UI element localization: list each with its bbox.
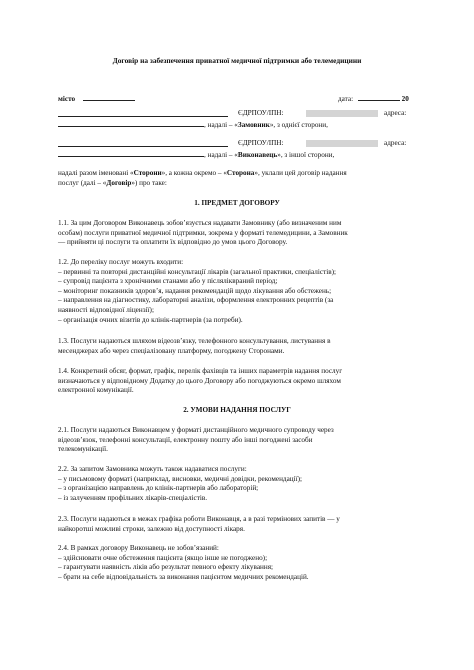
preamble-text: », уклали цей договір надання (254, 169, 347, 177)
clause-1-2 (58, 258, 416, 325)
customer-name-field[interactable] (58, 109, 228, 117)
preamble-text: ») про таке: (131, 178, 167, 187)
contractor-tail: », з іншої сторони, (277, 151, 335, 159)
customer-line-2 (58, 119, 416, 131)
section-1-heading: 1. ПРЕДМЕТ ДОГОВОРУ (194, 199, 280, 207)
clause-1-3 (58, 337, 416, 356)
clause-line: месенджерах або через спеціалізовану платформу, погоджену Сторонами. (58, 346, 285, 355)
preamble (58, 169, 416, 188)
customer-edrpou-field[interactable] (306, 110, 378, 117)
contractor-name-field[interactable] (58, 139, 228, 147)
clause-2-4 (58, 544, 416, 582)
contractor-edrpou-field[interactable] (306, 140, 378, 147)
clause-line: – моніторинг показників здоров’я, надання рекомендацій щодо лікування або обстежень; (58, 286, 332, 295)
contractor-line-2 (58, 149, 416, 161)
clause-line: – організація очних візитів до клінік-партнерів (за потреби). (58, 315, 243, 324)
clause-line: визначаються у відповідному Додатку до цього Договору або погоджуються окремо шляхом (58, 376, 341, 385)
contractor-address-field[interactable] (58, 149, 204, 157)
clause-line: – з організацією направлень до клінік-партнерів або лабораторій; (58, 484, 259, 493)
preamble-text: послуг (далі – « (58, 178, 107, 187)
clause-line: – здійснювати очне обстеження пацієнта (якщо інше не погоджено); (58, 553, 268, 562)
customer-edrpou-label: ЄДРПОУ/ІПН: (238, 109, 284, 117)
clause-line: відеозв’язок, телефонні консультації, електронну пошту або інші погоджені засоби (58, 435, 313, 444)
date-label: дата: (338, 95, 354, 103)
preamble-parties: Сторони (133, 169, 162, 177)
clause-line: – із залученням профільних лікарів-спеціалістів. (58, 493, 208, 502)
place-date-row (58, 93, 416, 105)
section-2-heading: 2. УМОВИ НАДАННЯ ПОСЛУГ (183, 406, 291, 414)
clause-line: – гарантувати наявність ліків або результат певного ефекту лікування; (58, 563, 274, 572)
contractor-role: Виконавець (237, 151, 278, 159)
date-field[interactable] (358, 93, 400, 101)
clause-line: телекомунікації. (58, 445, 108, 454)
clause-line: – брати на себе відповідальність за виконання пацієнтом медичних рекомендацій. (58, 572, 309, 581)
customer-address-label: адреса: (384, 109, 407, 117)
clause-1-4 (58, 367, 416, 396)
preamble-line-1 (58, 169, 416, 179)
clause-line: 2.4. В рамках договору Виконавець не зобов’язаний: (58, 544, 219, 552)
clause-line: – супровід пацієнта з хронічними станами або у післяліквраний період; (58, 277, 278, 286)
clause-line: електронної комунікації. (58, 386, 134, 395)
clause-line: найкоротші можливі строки, залежно від доступності лікаря. (58, 524, 245, 533)
clause-line: – у письмовому форматі (наприклад, висновки, медичні довідки, рекомендації); (58, 474, 302, 483)
clause-line: 2.3. Послуги надаються в межах графіка роботи Виконавця, а в разі термінових запитів — у (58, 515, 340, 523)
clause-line: особам) послуги приватної медичної підтримки, зокрема у форматі телемедицини, а Замовник (58, 228, 348, 237)
customer-tail: », з однієї сторони, (269, 121, 328, 129)
contractor-edrpou-label: ЄДРПОУ/ІПН: (238, 139, 284, 147)
clause-line: 2.1. Послуги надаються Виконавцем у форматі дистанційного медичного супроводу через (58, 426, 334, 434)
clause-line: наявності відповідної ліцензії); (58, 305, 154, 314)
preamble-text: », а кожна окремо – « (161, 169, 227, 177)
document-title: Договір на забезпечення приватної медичної підтримки або телемедицини (112, 56, 362, 65)
year-prefix: 20 (401, 95, 409, 103)
place-label: місто (58, 95, 76, 103)
contractor-address-label: адреса: (384, 139, 407, 147)
clause-line: 2.2. За запитом Замовника можуть також надаватися послуги: (58, 465, 247, 473)
clause-line: – первинні та повторні дистанційні консультації лікарів (загальної практики, спеціалістів); (58, 267, 336, 276)
clause-line: – направлення на діагностику, лабораторні аналізи, оформлення електронних рецептів (за (58, 296, 334, 305)
customer-role: Замовник (237, 121, 270, 129)
clause-2-3 (58, 515, 416, 534)
clause-line: 1.3. Послуги надаються шляхом відеозв’язку, телефонного консультування, листування в (58, 337, 331, 345)
clause-line: 1.2. До переліку послуг можуть входити: (58, 258, 184, 266)
preamble-party: Сторона (226, 169, 255, 177)
preamble-text: надалі разом іменовані « (58, 169, 134, 177)
clause-2-2 (58, 465, 416, 503)
customer-address-field[interactable] (58, 119, 204, 127)
clause-2-1 (58, 426, 416, 455)
place-field[interactable] (83, 93, 135, 101)
clause-line: 1.4. Конкретний обсяг, формат, графік, перелік фахівців та інших параметрів надання послуг (58, 367, 343, 375)
clause-1-1 (58, 219, 416, 248)
clause-line: — прийняти ці послуги та оплатити їх відповідно до умов цього Договору. (58, 238, 288, 247)
clause-line: 1.1. За цим Договором Виконавець зобов’язується надавати Замовнику (або визначеним ним (58, 219, 342, 227)
preamble-contract: Договір (106, 178, 132, 187)
customer-hereinafter: , надалі – « (204, 121, 238, 129)
preamble-line-2 (58, 179, 416, 189)
contractor-hereinafter: , надалі – « (204, 151, 238, 159)
